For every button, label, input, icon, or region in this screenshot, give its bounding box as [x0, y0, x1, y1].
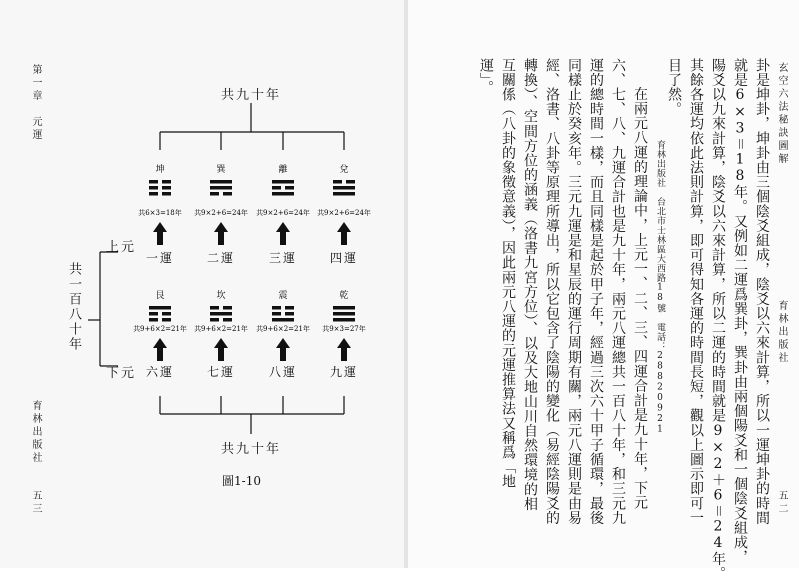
publisher-address: 育林出版社 台北市士林區大西路18號 電話：28820921 — [655, 140, 665, 435]
up-arrow-icon — [276, 338, 290, 361]
right-page-number: 五二 — [776, 490, 787, 516]
right-publisher: 育林出版社 — [776, 300, 787, 365]
yun-label: 七運 — [206, 365, 236, 379]
text-column: 運的總時間一樣，而且同樣是起於甲子年，經過三次六十甲子循環，最後 — [588, 58, 604, 526]
yun-label: 六運 — [145, 365, 175, 379]
trigram-name: 艮 — [155, 291, 165, 301]
top-total-label: 共九十年 — [221, 88, 282, 103]
trigram-name: 兌 — [339, 165, 349, 175]
up-arrow-icon — [337, 338, 351, 361]
years-formula: 共9×3=27年 — [322, 325, 366, 333]
text-column: 轉換）、空間方位的涵義（洛書九宮方位）、以及大地山川自然環境的相 — [522, 58, 538, 512]
running-title: 玄空六法秘訣圖解 — [776, 62, 787, 166]
years-formula: 共9×2+6=24年 — [256, 209, 310, 217]
figure-caption: 圖1-10 — [222, 474, 261, 488]
left-publisher: 育林出版社 — [30, 400, 41, 465]
trigram-name: 震 — [278, 291, 288, 301]
text-column: 其餘各運均依此法則計算，即可得知各運的時間長短，觀以上圖示即可一 — [688, 58, 704, 526]
years-formula: 共6×3=18年 — [138, 209, 182, 217]
yun-label: 八運 — [268, 365, 298, 379]
trigram-cell — [256, 290, 310, 379]
years-formula: 共9+6×2=21年 — [256, 325, 310, 333]
trigram-cell — [256, 163, 310, 265]
trigram-symbol — [272, 306, 294, 322]
trigram-cell — [322, 289, 366, 379]
trigram-symbol — [210, 180, 232, 196]
trigram-symbol — [210, 306, 232, 322]
up-arrow-icon — [214, 338, 228, 361]
text-column: 陽爻以九來計算，陰爻以六來計算，所以二運的時間就是9×2＋6＝24年。 — [710, 58, 726, 581]
trigram-name: 坤 — [155, 165, 165, 175]
trigram-symbol — [272, 180, 294, 196]
yun-label: 四運 — [329, 251, 359, 265]
bottom-total-label: 共九十年 — [221, 442, 282, 457]
trigram-symbol — [333, 306, 355, 322]
trigram-cell — [194, 289, 248, 379]
text-column: 同樣止於癸亥年。三元九運是和星辰的運行周期有關，兩元八運則是由易 — [566, 58, 582, 526]
text-column: 就是6×3＝18年。又例如二運爲巽卦，巽卦由兩個陽爻和一個陰爻組成， — [732, 58, 748, 565]
years-formula: 共9×2+6=24年 — [317, 209, 371, 217]
trigram-name: 巽 — [216, 165, 226, 175]
trigram-cell — [138, 163, 182, 265]
yun-label: 一運 — [145, 251, 175, 265]
trigram-cell — [317, 163, 371, 265]
text-column: 經、洛書、八卦等原理所導出，所以它包含了陰陽的變化（易經陰陽爻的 — [544, 58, 560, 526]
yun-label: 九運 — [329, 365, 359, 379]
trigram-name: 乾 — [339, 291, 349, 301]
upper-yuan-label: 上元 — [106, 240, 137, 255]
text-column: 在兩元八運的理論中，上元一、二、三、四運合計是九十年，下元 — [632, 72, 648, 510]
lower-yuan-label: 下元 — [106, 366, 137, 381]
years-formula: 共9×2+6=24年 — [194, 209, 248, 217]
up-arrow-icon — [276, 222, 290, 245]
text-column: 目了然。 — [666, 58, 682, 117]
up-arrow-icon — [337, 222, 351, 245]
text-column: 卦是坤卦，坤卦由三個陰爻組成，陰爻以六來計算，所以一運坤卦的時間 — [754, 58, 770, 526]
up-arrow-icon — [214, 222, 228, 245]
trigram-name: 離 — [278, 165, 288, 175]
yun-label: 三運 — [268, 251, 298, 265]
up-arrow-icon — [153, 222, 167, 245]
years-formula: 共9+6×2=21年 — [194, 325, 248, 333]
trigram-symbol — [149, 180, 171, 196]
years-formula: 共9+6×2=21年 — [133, 325, 187, 333]
text-column: 六、七、八、九運合計也是九十年，兩元八運總共一百八十年，和三元九 — [610, 58, 626, 526]
chapter-heading: 第一章 元運 — [30, 64, 41, 142]
trigram-symbol — [149, 306, 171, 322]
text-column: 互關係（八卦的象徵意義），因此兩元八運的元運推算法又稱爲「地 — [500, 58, 516, 489]
up-arrow-icon — [153, 338, 167, 361]
left-page-number: 五三 — [30, 490, 41, 516]
yuan-yun-diagram — [0, 0, 408, 568]
trigram-cell — [194, 164, 248, 265]
side-total-label: 共一百八十年 — [66, 262, 81, 352]
trigram-cell — [133, 290, 187, 379]
text-column: 運」。 — [478, 58, 494, 95]
yun-label: 二運 — [206, 251, 236, 265]
trigram-symbol — [333, 180, 355, 196]
trigram-name: 坎 — [216, 291, 226, 301]
